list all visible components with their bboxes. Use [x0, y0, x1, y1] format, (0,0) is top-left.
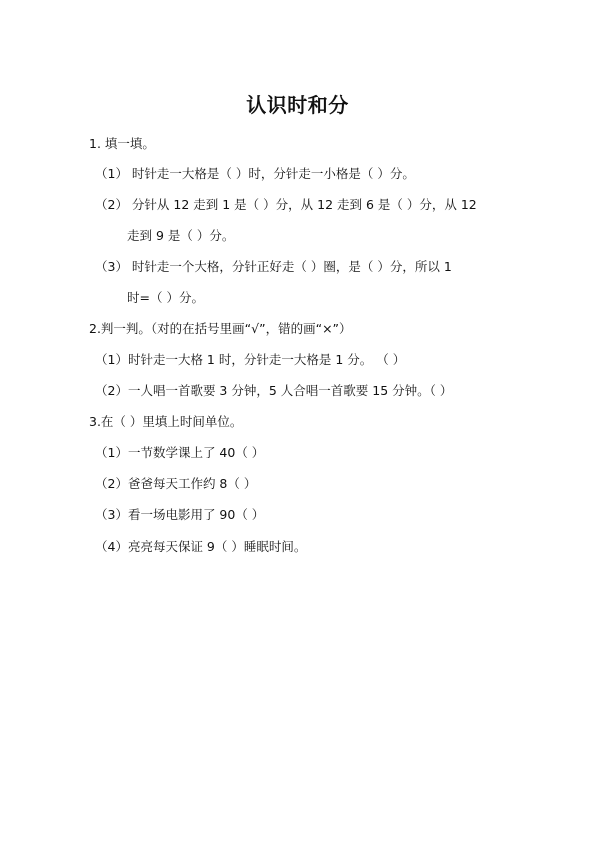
- section-3-heading: 3.在（ ）里填上时间单位。: [89, 414, 243, 429]
- section-1-item-2: （2） 分针从 12 走到 1 是（ ）分，从 12 走到 6 是（ ）分，从 12: [95, 197, 477, 212]
- section-3-item-1: （1）一节数学课上了 40（ ）: [95, 445, 265, 460]
- section-1-item-1: （1） 时针走一大格是（ ）时，分针走一小格是（ ）分。: [95, 166, 415, 181]
- worksheet-title: 认识时和分: [246, 93, 349, 117]
- section-1-item-2-cont: 走到 9 是（ ）分。: [127, 228, 235, 243]
- section-1-item-3: （3） 时针走一个大格，分针正好走（ ）圈，是（ ）分，所以 1: [95, 259, 452, 274]
- section-3-item-3: （3）看一场电影用了 90（ ）: [95, 507, 265, 522]
- section-1-heading: 1. 填一填。: [89, 136, 155, 151]
- section-2-heading: 2.判一判。（对的在括号里画“√”，错的画“×”）: [89, 321, 352, 336]
- section-1-item-3-cont: 时=（ ）分。: [127, 290, 204, 305]
- section-2-item-2: （2）一人唱一首歌要 3 分钟，5 人合唱一首歌要 15 分钟。（ ）: [95, 383, 453, 398]
- section-2-item-1: （1）时针走一大格 1 时，分针走一大格是 1 分。 （ ）: [95, 352, 406, 367]
- section-3-item-4: （4）亮亮每天保证 9（ ）睡眠时间。: [95, 539, 307, 554]
- section-3-item-2: （2）爸爸每天工作约 8（ ）: [95, 476, 257, 491]
